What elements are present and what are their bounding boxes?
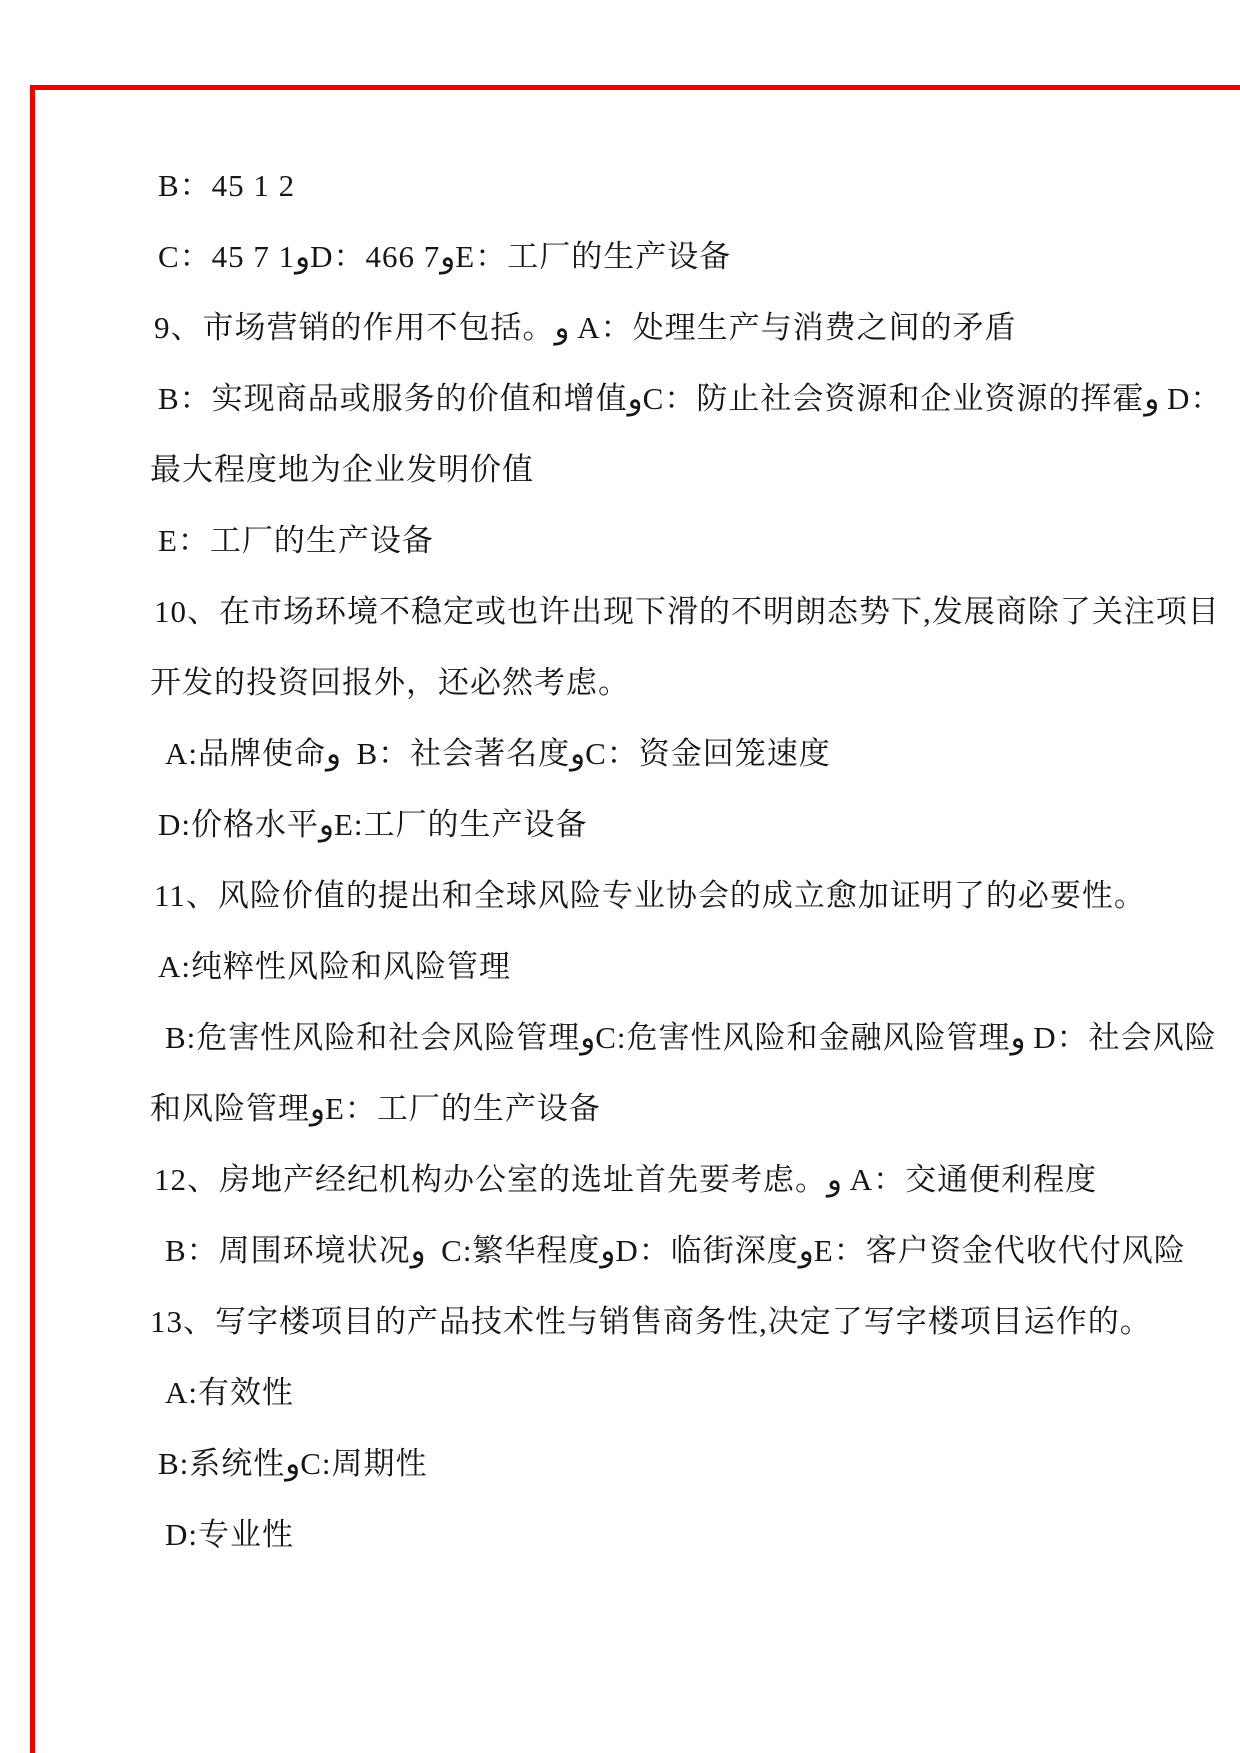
- text-line: C：45 7 1وD：466 7وE：工厂的生产设备: [158, 239, 732, 274]
- text-line: D:专业性: [165, 1517, 294, 1552]
- text-line: 11、风险价值的提出和全球风险专业协会的成立愈加证明了的必要性。: [154, 878, 1146, 913]
- text-line: 开发的投资回报外，还必然考虑。: [150, 665, 630, 700]
- text-line: A:有效性: [165, 1375, 294, 1410]
- text-line: E：工厂的生产设备: [158, 523, 434, 558]
- text-line: 12、房地产经纪机构办公室的选址首先要考虑。و A：交通便利程度: [154, 1162, 1098, 1197]
- text-line: 13、写字楼项目的产品技术性与销售商务性,决定了写字楼项目运作的。: [150, 1304, 1152, 1339]
- text-line: B：周围环境状况و C:繁华程度وD：临街深度وE：客户资金代收代付风险: [165, 1233, 1186, 1268]
- text-line: 最大程度地为企业发明价值: [150, 452, 534, 487]
- text-line: 9、市场营销的作用不包括。و A：处理生产与消费之间的矛盾: [154, 310, 1017, 345]
- top-margin-line: [30, 85, 1240, 90]
- left-margin-line: [30, 85, 35, 1753]
- text-line: B：实现商品或服务的价值和增值وC：防止社会资源和企业资源的挥霍و D：: [158, 381, 1223, 416]
- text-line: 和风险管理وE：工厂的生产设备: [150, 1091, 601, 1126]
- text-line: A:品牌使命و B：社会著名度وC：资金回笼速度: [165, 736, 831, 771]
- text-line: A:纯粹性风险和风险管理: [158, 949, 511, 984]
- text-line: 10、在市场环境不稳定或也许出现下滑的不明朗态势下,发展商除了关注项目: [154, 594, 1220, 629]
- text-line: D:价格水平وE:工厂的生产设备: [158, 807, 588, 842]
- text-line: B：45 1 2: [158, 168, 296, 203]
- text-line: B:危害性风险和社会风险管理وC:危害性风险和金融风险管理و D：社会风险: [165, 1020, 1217, 1055]
- document-body: [150, 147, 1223, 1567]
- text-line: B:系统性وC:周期性: [158, 1446, 428, 1481]
